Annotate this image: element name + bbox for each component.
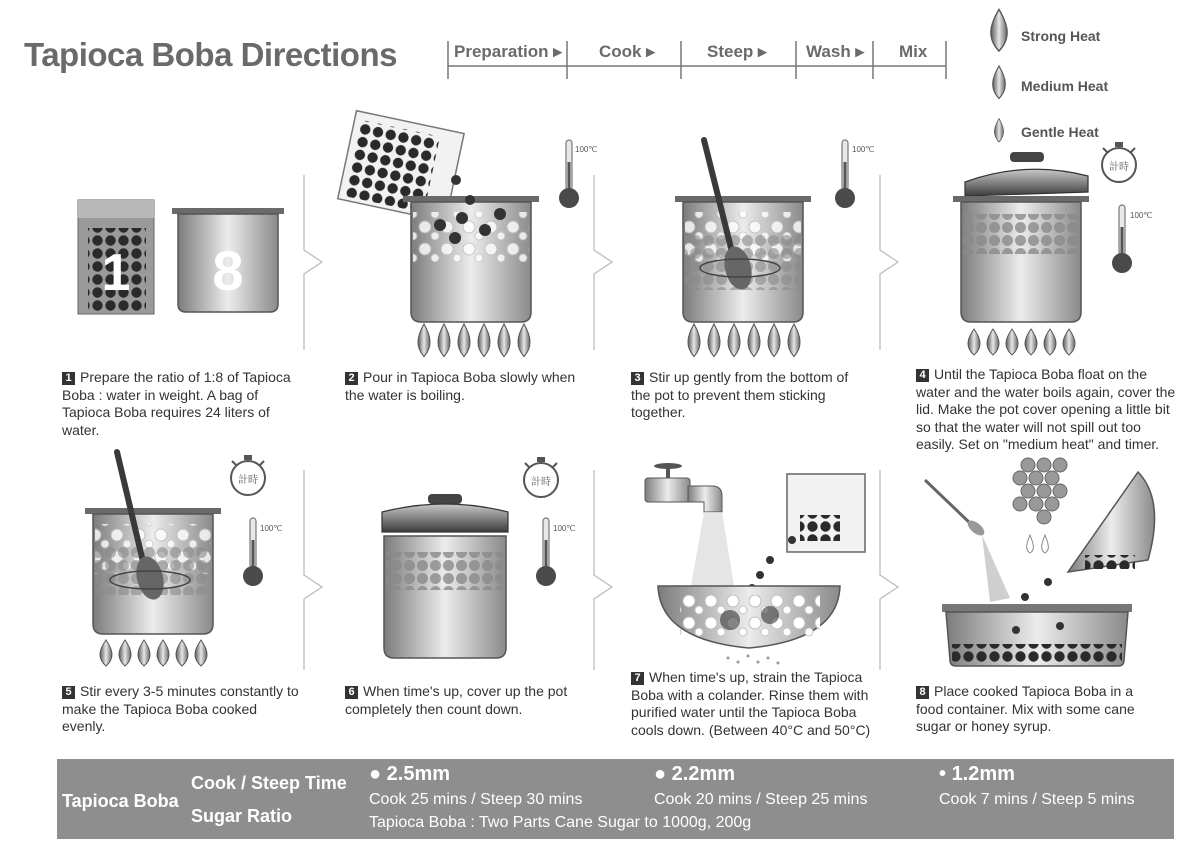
- thermometer-label: 100℃: [260, 524, 283, 533]
- step-4-text: 4 Until the Tapioca Boba float on the water and the water boils again, cover the lid. Make the pot cover opening a little bit so that the water will not spill out too easily. Set on "medium heat" and timer.: [916, 366, 1176, 452]
- honeycomb-icon: [1013, 458, 1067, 524]
- page-title: Tapioca Boba Directions: [24, 36, 397, 73]
- step-8-text: 8 Place cooked Tapioca Boba in a food container. Mix with some cane sugar or honey syrup.: [916, 683, 1135, 734]
- ratio-water-label: 8: [212, 239, 244, 302]
- step-number: 1: [62, 372, 75, 385]
- stage-preparation: Preparation ▸: [454, 42, 562, 61]
- timer-label: 計時: [1109, 162, 1129, 173]
- thermometer-label: 100℃: [575, 145, 598, 154]
- thermometer-label: 100℃: [1130, 211, 1153, 220]
- step-7-text: 7 When time's up, strain the Tapioca Boba with a colander. Rinse them with purified water until the Tapioca Boba cools down. (Between 40°C and 50°C): [631, 669, 871, 738]
- step-number: 2: [345, 372, 358, 385]
- colander-icon: [658, 586, 840, 665]
- legend-medium-heat: Medium Heat: [1021, 78, 1109, 94]
- size-1-2mm: • 1.2mm: [939, 763, 1015, 785]
- strong-flames-icon: [688, 324, 800, 357]
- step-6-text: 6 When time's up, cover up the pot completely then count down.: [345, 683, 568, 717]
- step-number: 3: [631, 372, 644, 385]
- stage-cook: Cook ▸: [599, 42, 655, 61]
- sugar-spoon-icon: [925, 480, 1010, 602]
- stage-wash: Wash ▸: [806, 42, 864, 61]
- step-number: 7: [631, 672, 644, 685]
- boiling-pot-icon: [403, 175, 539, 322]
- size-2-5mm: ● 2.5mm: [369, 763, 451, 785]
- honey-drop-icon: [1027, 535, 1049, 553]
- medium-flames-icon: [968, 329, 1075, 355]
- flame-small-icon: [994, 119, 1003, 142]
- time-2-5mm: Cook 25 mins / Steep 30 mins: [369, 791, 583, 808]
- size-2-2mm: ● 2.2mm: [654, 763, 736, 785]
- timer-label: 計時: [238, 475, 258, 486]
- summary-product: Tapioca Boba: [62, 791, 179, 811]
- thermometer-label: 100℃: [852, 145, 875, 154]
- step-5-text: 5 Stir every 3-5 minutes constantly to make the Tapioca Boba cooked evenly.: [62, 683, 299, 734]
- faucet-icon: [645, 463, 735, 592]
- thermometer-label: 100℃: [553, 524, 576, 533]
- stirring-pot-icon: [85, 452, 221, 634]
- flame-medium-icon: [993, 66, 1006, 99]
- sugar-ratio-text: Tapioca Boba : Two Parts Cane Sugar to 1000g, 200g: [369, 814, 752, 831]
- medium-flames-icon: [100, 640, 207, 666]
- time-2-2mm: Cook 20 mins / Steep 25 mins: [654, 791, 868, 808]
- step-number: 4: [916, 369, 929, 382]
- ratio-bag-label: 1: [101, 244, 131, 302]
- summary-bar: [57, 759, 1174, 839]
- stage-steep: Steep ▸: [707, 42, 767, 61]
- stage-mix: Mix: [899, 42, 928, 61]
- step-number: 5: [62, 686, 75, 699]
- stirring-pot-icon: [675, 140, 811, 322]
- thermometer-icon: [1112, 205, 1132, 273]
- lidded-pot-icon: [382, 494, 508, 658]
- step-2-text: 2 Pour in Tapioca Boba slowly when the water is boiling.: [345, 369, 576, 403]
- strong-flames-icon: [418, 324, 530, 357]
- timer-label: 計時: [531, 477, 551, 488]
- covered-pot-icon: [953, 152, 1089, 322]
- step-1-text: 1 Prepare the ratio of 1:8 of Tapioca Boba : water in weight. A bag of Tapioca Boba requires 24 liters of water.: [62, 369, 291, 438]
- food-container-icon: [942, 604, 1132, 666]
- summary-sugar-label: Sugar Ratio: [191, 806, 293, 826]
- time-1-2mm: Cook 7 mins / Steep 5 mins: [939, 791, 1135, 808]
- step-3-text: 3 Stir up gently from the bottom of the pot to prevent them sticking together.: [631, 369, 849, 420]
- step-number: 8: [916, 686, 929, 699]
- step-number: 6: [345, 686, 358, 699]
- summary-cook-label: Cook / Steep Time: [191, 773, 347, 793]
- boba-pour-container-icon: [748, 474, 865, 592]
- legend-strong-heat: Strong Heat: [1021, 28, 1101, 44]
- flame-large-icon: [991, 9, 1007, 51]
- legend-gentle-heat: Gentle Heat: [1021, 124, 1099, 140]
